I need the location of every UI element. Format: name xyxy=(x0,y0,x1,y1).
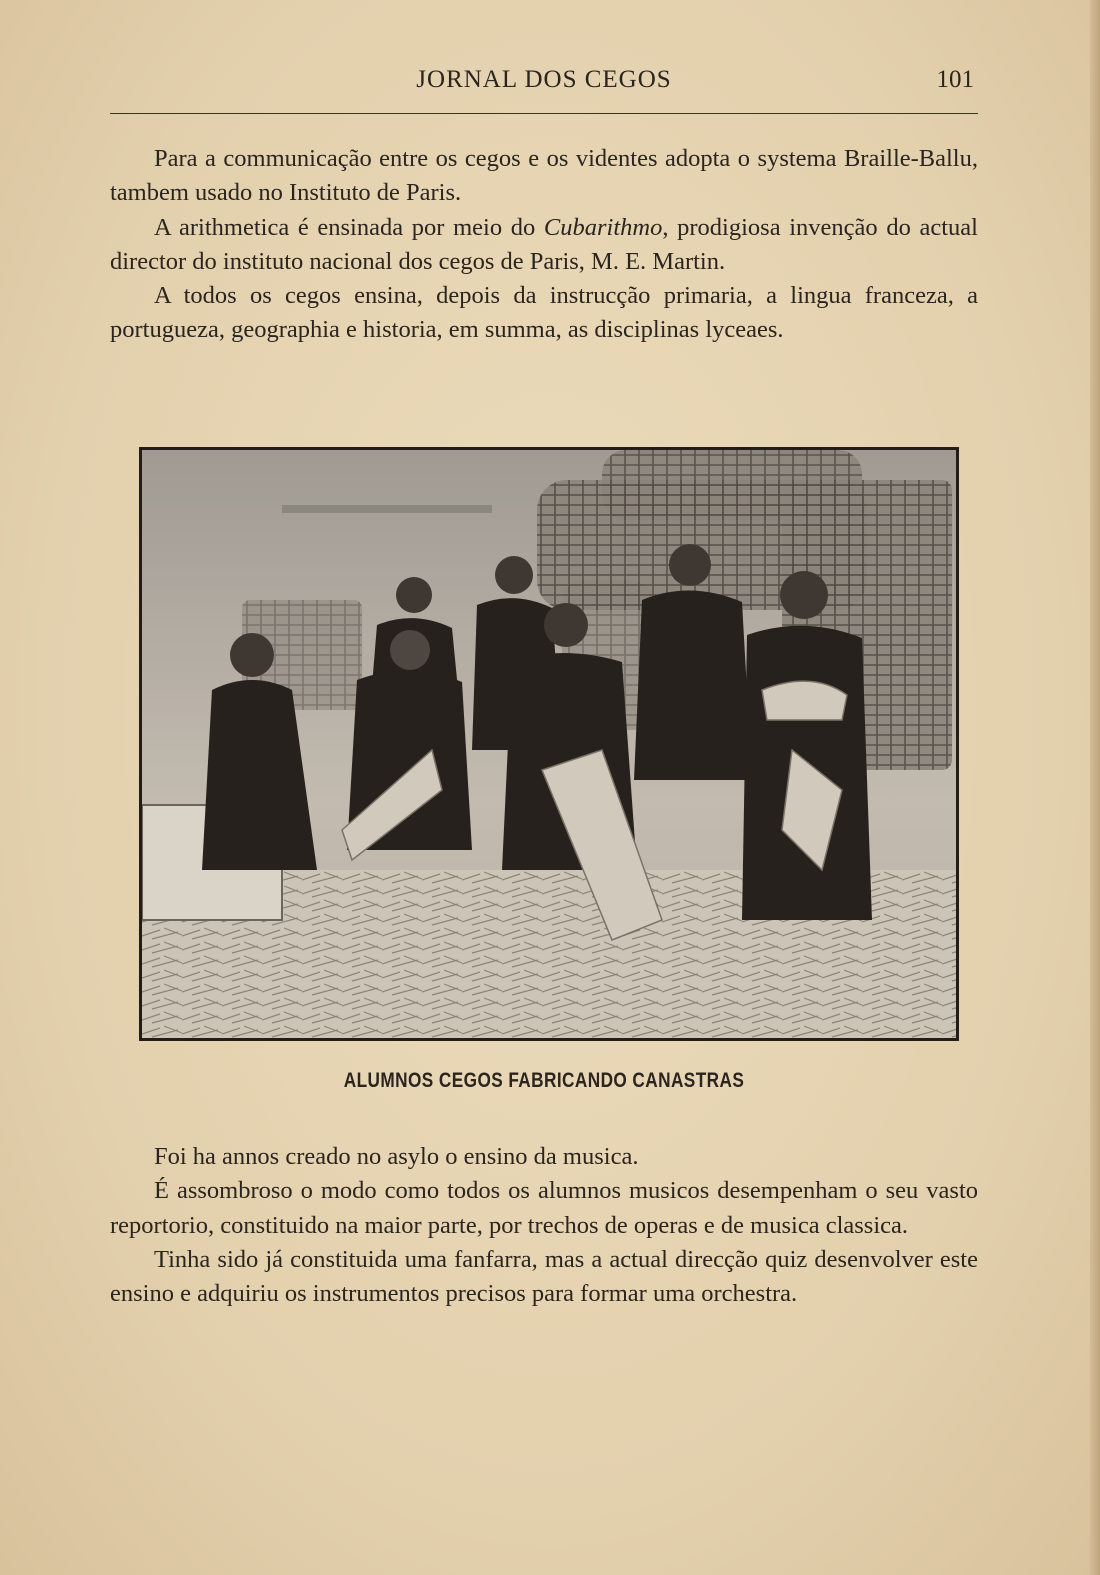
paragraph-text: A arithmetica é ensinada por meio do xyxy=(154,213,544,241)
paragraph-text: , prodigiosa invenção do actual director do instituto nacional dos cegos de Paris, M. E. Martin. xyxy=(110,213,978,275)
photograph xyxy=(139,447,959,1041)
figure-caption: ALUMNOS CEGOS FABRICANDO CANASTRAS xyxy=(343,1069,745,1092)
header-rule xyxy=(110,113,978,114)
photograph-image xyxy=(142,450,956,1038)
text-block-bottom xyxy=(110,1140,978,1311)
paragraph-braille: Para a communicação entre os cegos e os videntes adopta o systema Braille-Ballu, tambem usado no Instituto de Paris. xyxy=(110,145,978,207)
paragraph-orchestra: Tinha sido já constituida uma fanfarra, mas a actual direcção quiz desenvolver este ensino e adquiriu os instrumentos precisos para formar uma orchestra. xyxy=(110,1245,978,1308)
paragraph-arithmetica xyxy=(110,211,978,280)
italic-term: Cubarithmo xyxy=(543,213,663,241)
page-edge xyxy=(1090,0,1100,1575)
text-block-top xyxy=(110,142,978,348)
page-number: 101 xyxy=(936,66,974,93)
paragraph-musica: Foi ha annos creado no asylo o ensino da musica. xyxy=(154,1143,639,1170)
paragraph-disciplinas: A todos os cegos ensina, depois da instrucção primaria, a lingua franceza, a portugueza, geographia e historia, em summa, as disciplinas lyceaes. xyxy=(110,282,978,344)
running-header xyxy=(110,66,978,102)
journal-title: JORNAL DOS CEGOS xyxy=(416,66,672,93)
paragraph-reportorio: É assombroso o modo como todos os alumnos musicos desempenham o seu vasto reportorio, constituido na maior parte, por trechos de operas e de musica classica. xyxy=(110,1177,978,1239)
